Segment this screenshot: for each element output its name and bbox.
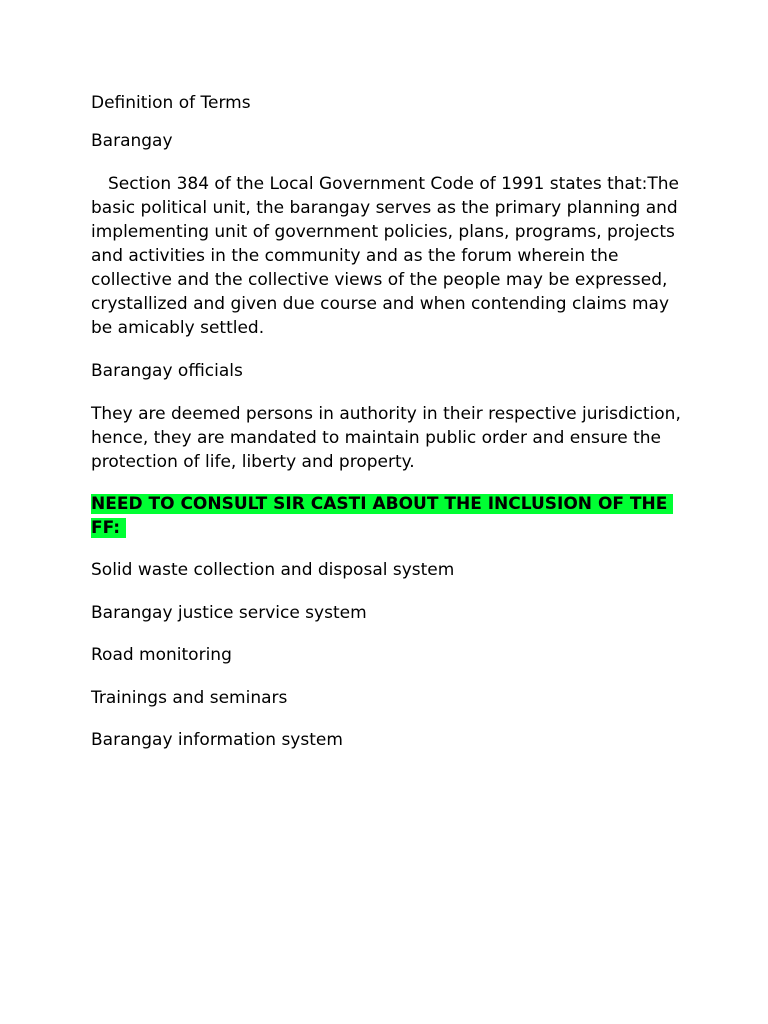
list-item: Barangay justice service system: [91, 602, 367, 623]
list-item: Road monitoring: [91, 645, 232, 665]
highlighted-note: [91, 492, 681, 540]
list-item: Trainings and seminars: [91, 687, 288, 708]
list-item: Barangay information system: [91, 730, 343, 750]
section-body-barangay-officials: They are deemed persons in authority in their respective jurisdiction, hence, they are mandated to maintain public order and ensure the protection of life, liberty and property.: [91, 404, 681, 472]
section-body-barangay: Section 384 of the Local Government Code of 1991 states that:The basic political unit, the barangay serves as the primary planning and implementing unit of government policies, plans, programs, projects and activities in the community and as the forum wherein the collective and the collective views of the people may be expressed, crystallized and given due course and when contending claims may be amicably settled.: [91, 174, 679, 338]
section-heading-barangay: Barangay: [91, 131, 173, 151]
document-content: [91, 91, 681, 771]
highlighted-note-text: NEED TO CONSULT SIR CASTI ABOUT THE INCLUSION OF THE FF:: [91, 494, 673, 538]
document-title: Definition of Terms: [91, 93, 251, 113]
list-item: Solid waste collection and disposal system: [91, 560, 455, 580]
section-heading-barangay-officials: Barangay officials: [91, 361, 243, 381]
